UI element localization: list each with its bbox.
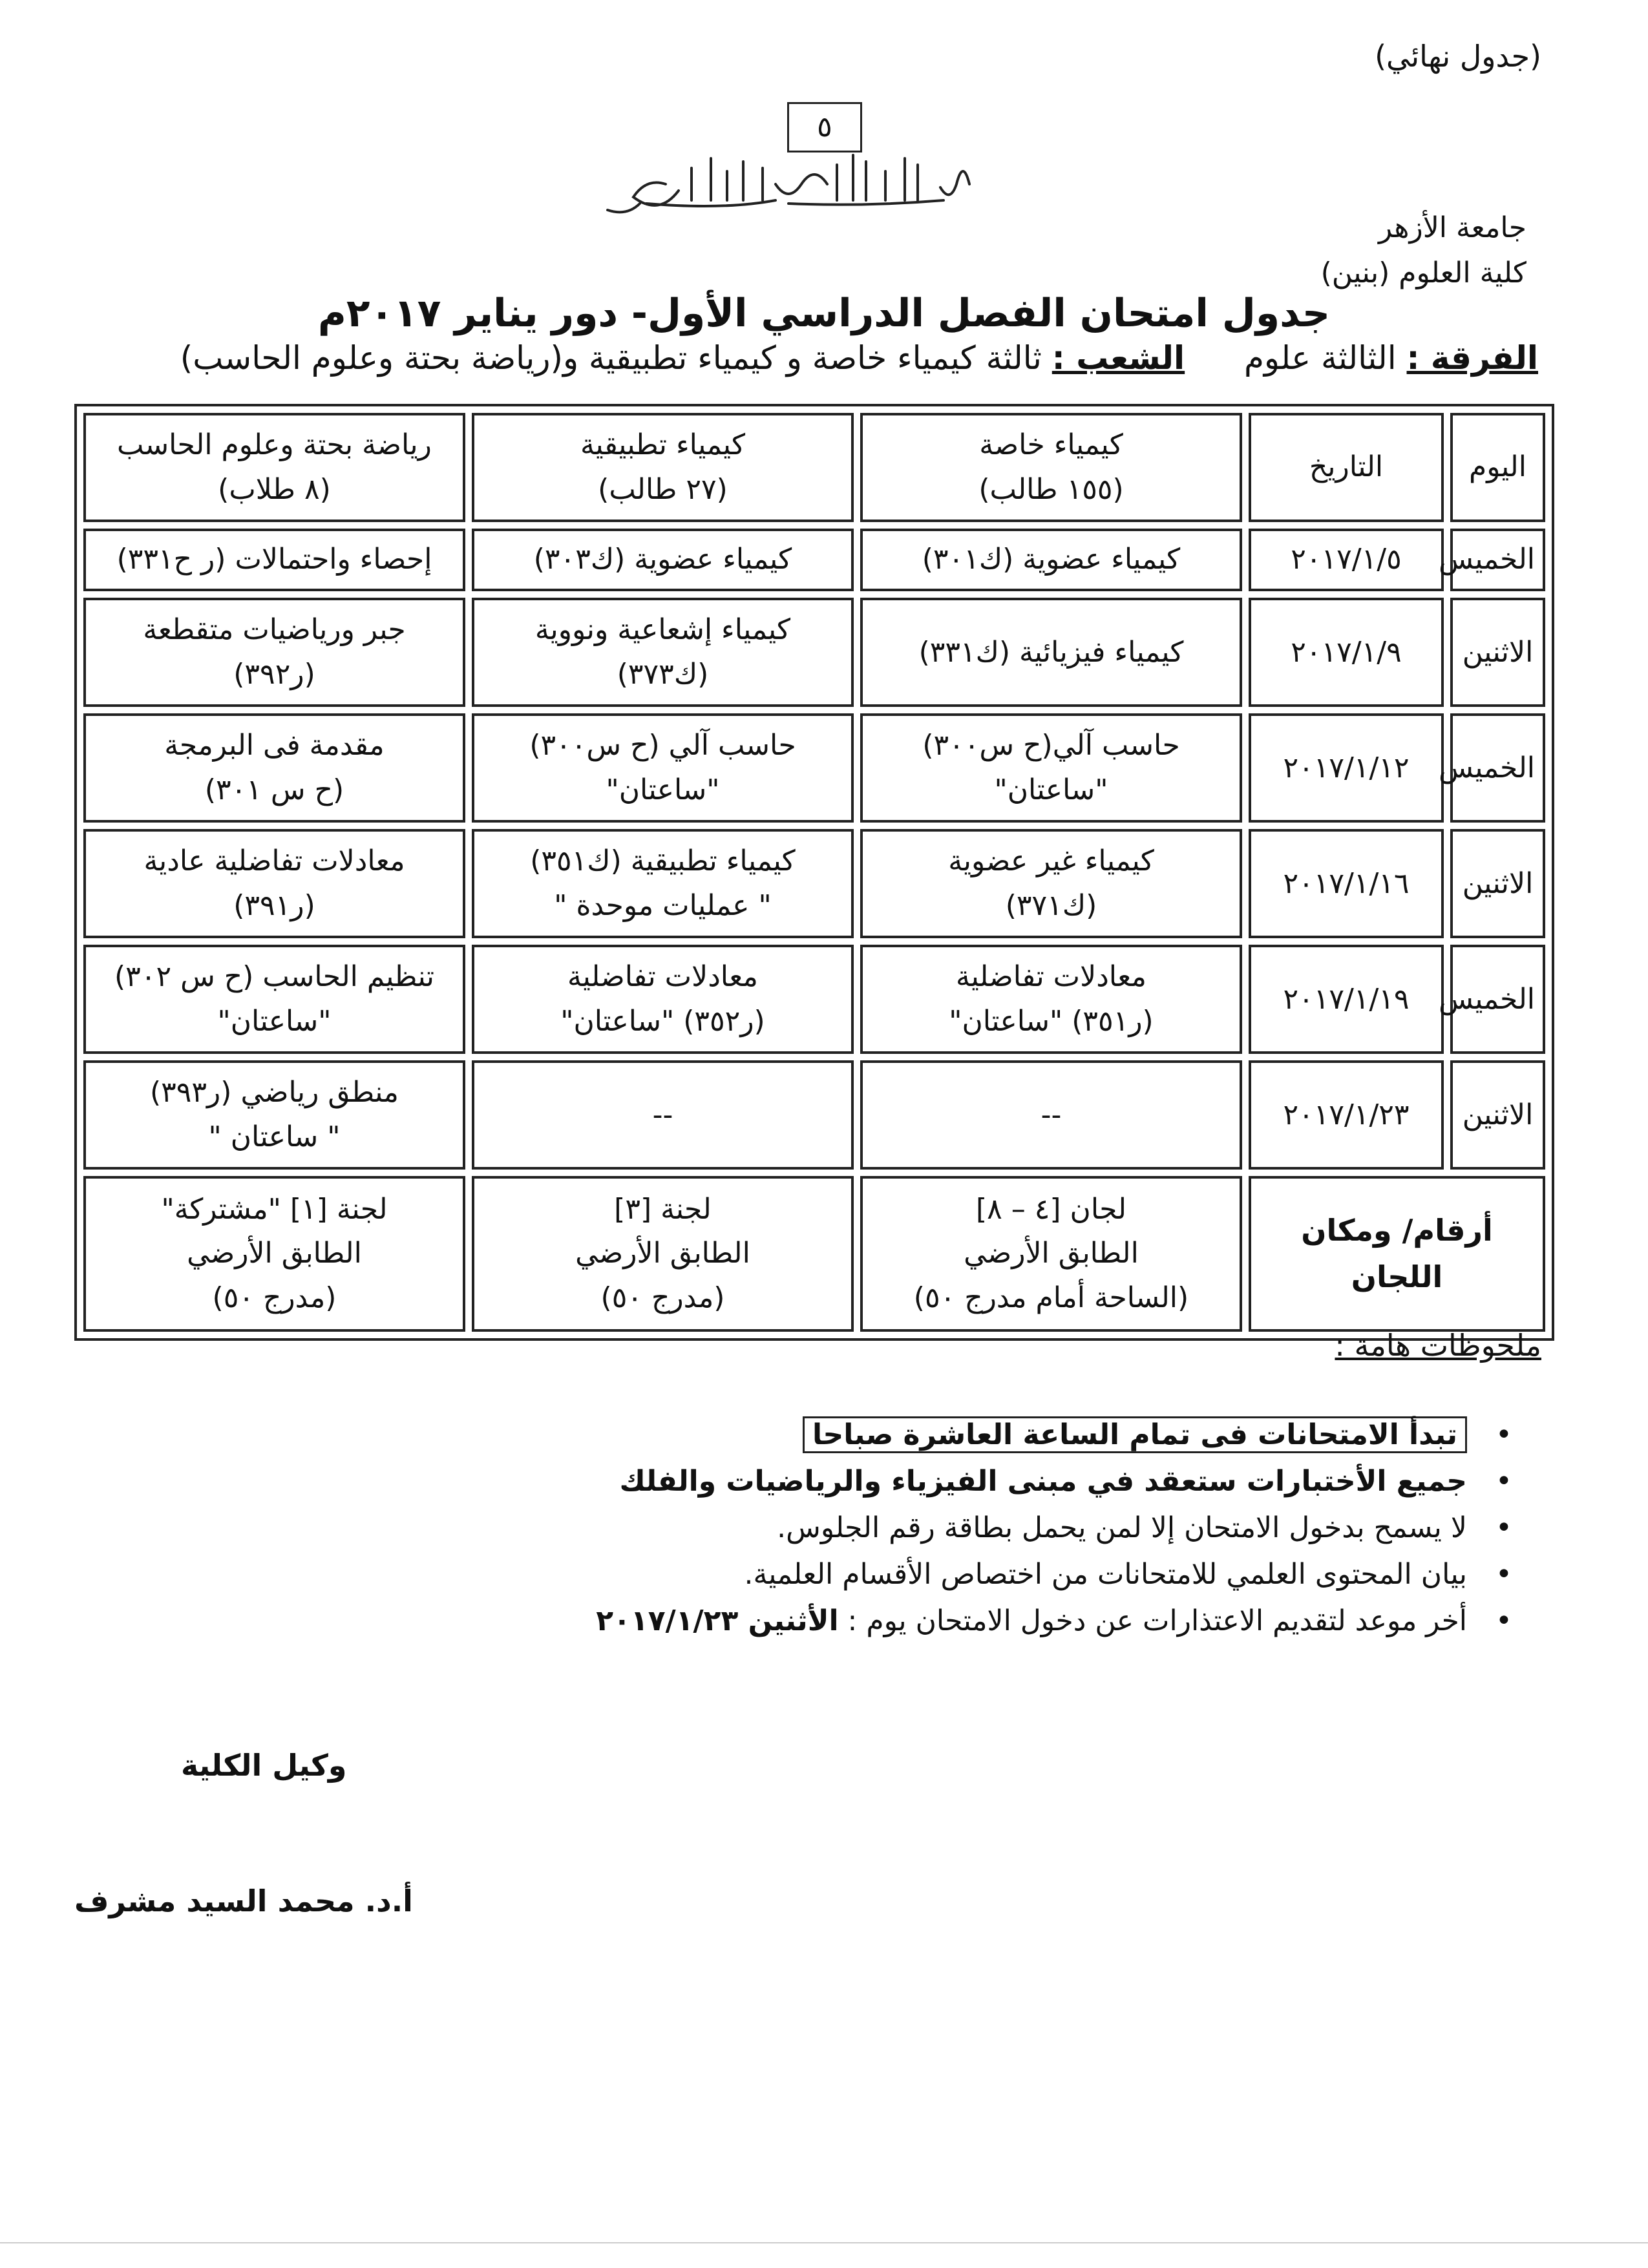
row-cell: كيمياء عضوية (ك٣٠٣) — [472, 529, 854, 591]
table-header-row — [83, 413, 1545, 522]
level-value: الثالثة علوم — [1243, 339, 1397, 377]
row-cell: معادلات تفاضلية عادية (ر٣٩١) — [83, 829, 465, 938]
row-cell: تنظيم الحاسب (ح س ٣٠٢) "ساعتان" — [83, 945, 465, 1054]
row-date: ٢٠١٧/١/١٦ — [1249, 829, 1444, 938]
location-cell: لجنة [٣] الطابق الأرضي (مدرج ٥٠) — [472, 1176, 854, 1332]
location-cell: لجان [٤ – ٨] الطابق الأرضي (الساحة أمام مدرج ٥٠) — [860, 1176, 1242, 1332]
location-cell: لجنة [١] "مشتركة" الطابق الأرضي (مدرج ٥٠) — [83, 1176, 465, 1332]
row-date: ٢٠١٧/١/٥ — [1249, 529, 1444, 591]
row-cell: حاسب آلي (ح س٣٠٠) "ساعتان" — [472, 713, 854, 823]
table-row — [83, 829, 1545, 938]
university-name: جامعة الأزهر — [1378, 211, 1527, 244]
divisions-label: الشعب : — [1051, 339, 1185, 377]
table-row — [83, 1060, 1545, 1170]
notes-heading: ملحوظات هامة : — [1335, 1328, 1541, 1363]
exam-schedule-table — [74, 404, 1554, 1341]
table-row — [83, 598, 1545, 707]
row-cell: كيمياء غير عضوية (ك٣٧١) — [860, 829, 1242, 938]
row-cell: مقدمة فى البرمجة (ح س ٣٠١) — [83, 713, 465, 823]
row-day: الخميس — [1450, 945, 1545, 1054]
list-item: • أخر موعد لتقديم الاعتذارات عن دخول الامتحان يوم : الأثنين ٢٠١٧/١/٢٣ — [596, 1604, 1512, 1637]
row-date: ٢٠١٧/١/٢٣ — [1249, 1060, 1444, 1170]
row-cell: حاسب آلي(ح س٣٠٠) "ساعتان" — [860, 713, 1242, 823]
location-label: أرقام/ ومكان اللجان — [1249, 1176, 1545, 1332]
divisions-value: ثالثة كيمياء خاصة و كيمياء تطبيقية و(رياضة بحتة وعلوم الحاسب) — [180, 339, 1042, 377]
row-cell: -- — [472, 1060, 854, 1170]
row-cell: -- — [860, 1060, 1242, 1170]
row-cell: جبر ورياضيات متقطعة (ر٣٩٢) — [83, 598, 465, 707]
row-cell: معادلات تفاضلية (ر٣٥٢) "ساعتان" — [472, 945, 854, 1054]
header-special-chem: كيمياء خاصة (١٥٥ طالب) — [860, 413, 1242, 522]
list-item: • تبدأ الامتحانات فى تمام الساعة العاشرة صباحا — [90, 1412, 1512, 1458]
page-number: ٥ — [787, 102, 862, 152]
table-row — [83, 713, 1545, 823]
header-day: اليوم — [1450, 413, 1545, 522]
row-cell: كيمياء إشعاعية ونووية (ك٣٧٣) — [472, 598, 854, 707]
row-cell: إحصاء واحتمالات (ر ح٣٣١) — [83, 529, 465, 591]
list-item: • بيان المحتوى العلمي للامتحانات من اختصاص الأقسام العلمية. — [744, 1558, 1512, 1591]
scan-edge-divider — [0, 2242, 1648, 2243]
row-day: الخميس — [1450, 713, 1545, 823]
row-cell: منطق رياضي (ر٣٩٣) " ساعتان " — [83, 1060, 465, 1170]
row-cell: معادلات تفاضلية (ر٣٥١) "ساعتان" — [860, 945, 1242, 1054]
header-date: التاريخ — [1249, 413, 1444, 522]
notes-list — [90, 1412, 1512, 1644]
basmala-calligraphy — [582, 139, 982, 229]
faculty-name: كلية العلوم (بنين) — [1320, 257, 1527, 290]
signature-title: وكيل الكلية — [181, 1748, 347, 1783]
row-cell: كيمياء فيزيائية (ك٣٣١) — [860, 598, 1242, 707]
row-day: الاثنين — [1450, 598, 1545, 707]
table-row — [83, 529, 1545, 591]
signature-name: أ.د. محمد السيد مشرف — [74, 1884, 413, 1918]
row-date: ٢٠١٧/١/١٢ — [1249, 713, 1444, 823]
header-applied-chem: كيمياء تطبيقية (٢٧ طالب) — [472, 413, 854, 522]
list-item: • جميع الأختبارات ستعقد في مبنى الفيزياء والرياضيات والفلك — [619, 1465, 1512, 1498]
row-day: الاثنين — [1450, 1060, 1545, 1170]
row-day: الاثنين — [1450, 829, 1545, 938]
row-cell: كيمياء تطبيقية (ك٣٥١) " عمليات موحدة " — [472, 829, 854, 938]
final-schedule-tag: (جدول نهائي) — [1375, 39, 1541, 74]
document-title: جدول امتحان الفصل الدراسي الأول- دور يناير ٢٠١٧م — [317, 291, 1331, 336]
row-date: ٢٠١٧/١/١٩ — [1249, 945, 1444, 1054]
header-math-cs: رياضة بحتة وعلوم الحاسب (٨ طلاب) — [83, 413, 465, 522]
row-cell: كيمياء عضوية (ك٣٠١) — [860, 529, 1242, 591]
row-day: الخميس — [1450, 529, 1545, 591]
institution-block — [1321, 205, 1527, 297]
location-row — [83, 1176, 1545, 1332]
level-divisions-line — [0, 339, 1538, 377]
level-label: الفرقة : — [1406, 339, 1538, 377]
row-date: ٢٠١٧/١/٩ — [1249, 598, 1444, 707]
list-item: • لا يسمح بدخول الامتحان إلا لمن يحمل بطاقة رقم الجلوس. — [777, 1511, 1512, 1544]
table-row — [83, 945, 1545, 1054]
